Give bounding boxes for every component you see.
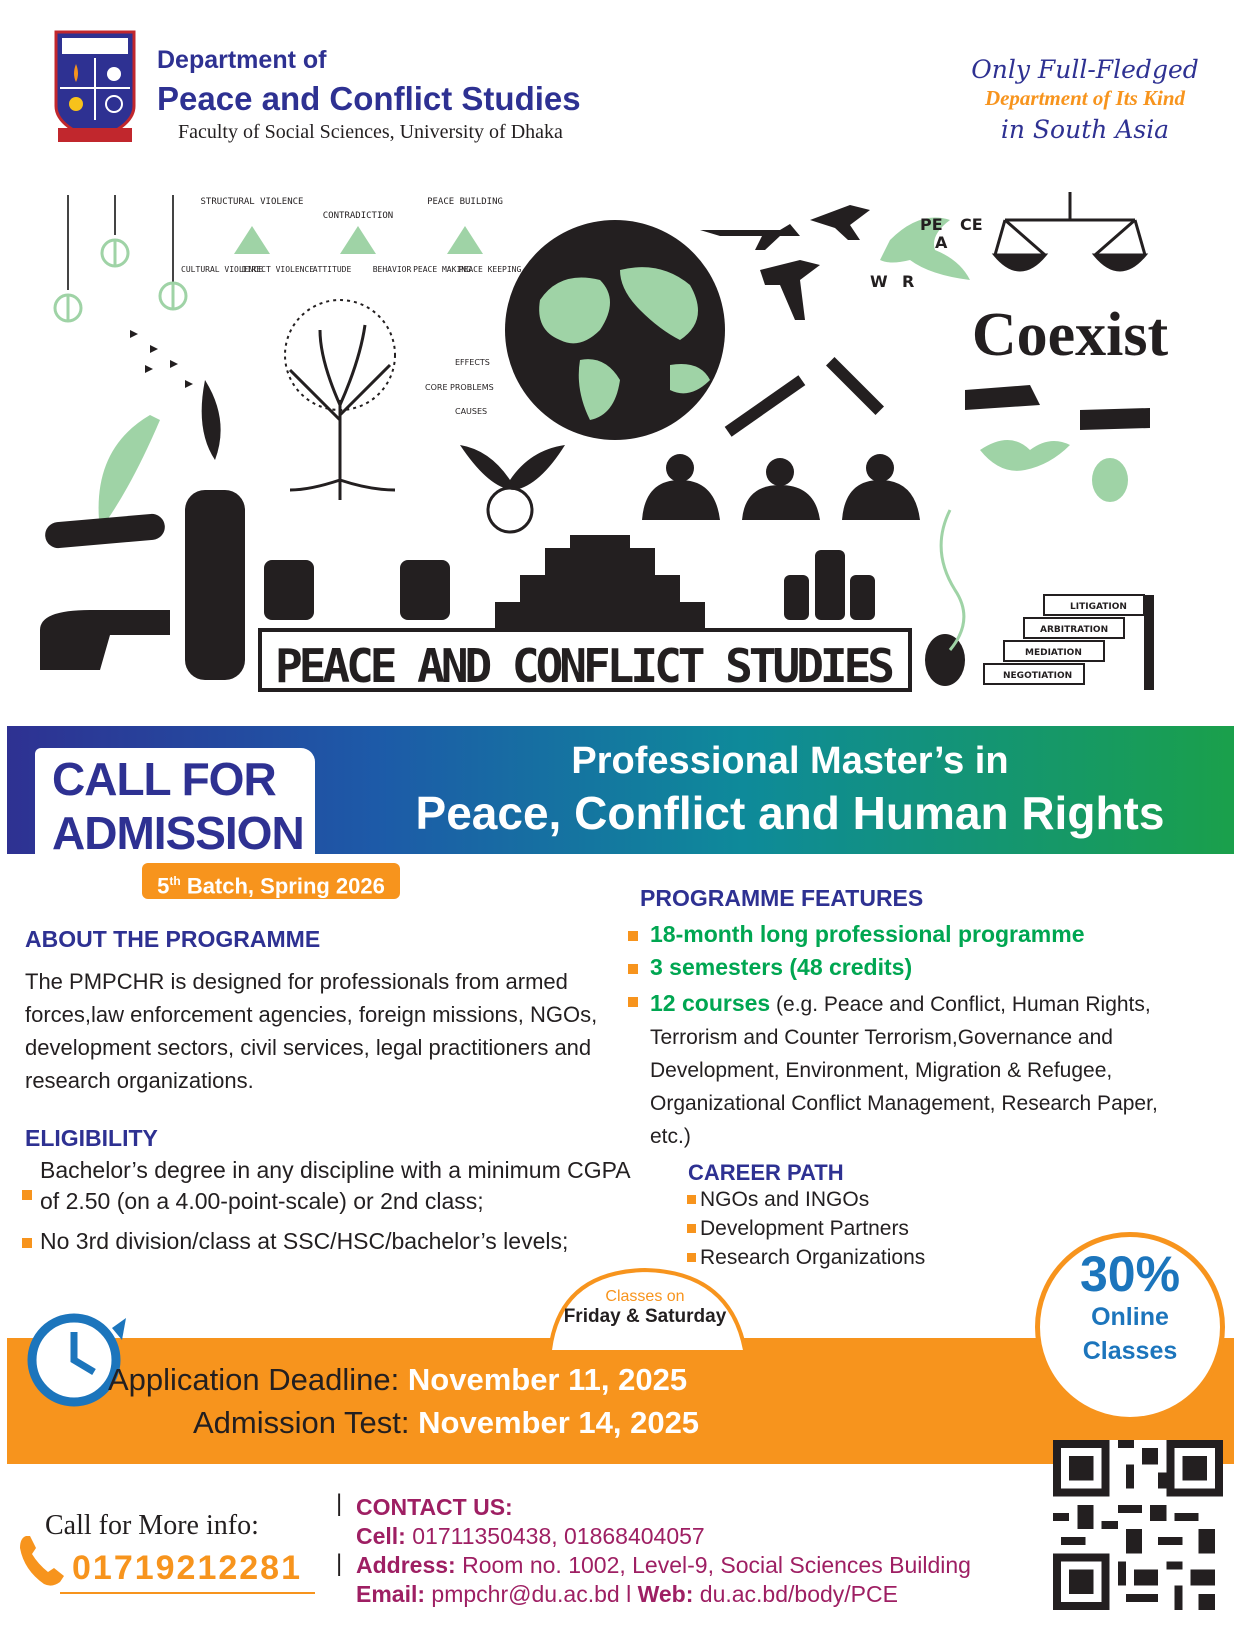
dove-icon: [460, 445, 565, 490]
divider: |: [336, 1490, 343, 1517]
triangle-label: PEACE KEEPING: [458, 265, 522, 274]
contact-email-web: Email: pmpchr@du.ac.bd l Web: du.ac.bd/body/PCE: [356, 1581, 898, 1607]
peace-sign-icon: [55, 240, 186, 321]
feature-item: 3 semesters (48 credits): [650, 954, 913, 980]
tree-label: EFFECTS: [455, 358, 490, 367]
knotted-gun-icon: [40, 610, 170, 670]
bomb-icon: [185, 490, 245, 680]
conflict-resolution-steps: [984, 595, 1154, 690]
career-item: Development Partners: [700, 1217, 909, 1240]
war-letters: W: [870, 272, 888, 291]
divider: |: [336, 1550, 343, 1577]
feature-item: 12 courses (e.g. Peace and Conflict, Human Rights, Terrorism and Counter Terrorism,Governance and Development, Environment, Migration & Refugee, Organizational Conflict Management, Research Paper, etc.): [650, 990, 1158, 1148]
call-info-label: Call for More info:: [45, 1510, 259, 1541]
call-for-line: CALL FOR: [52, 753, 276, 805]
department-label: Department of: [157, 46, 327, 74]
grenade-icon: [1092, 458, 1128, 502]
call-underline: [60, 1592, 315, 1594]
department-name: Peace and Conflict Studies: [157, 80, 581, 117]
faculty-name: Faculty of Social Sciences, University of Dhaka: [178, 121, 563, 143]
contact-address: Address: Room no. 1002, Level-9, Social Sciences Building: [356, 1552, 971, 1578]
bullet-icon: [22, 1190, 32, 1200]
programme-subtitle: Professional Master’s in: [571, 740, 1009, 782]
quill-icon: [99, 415, 160, 530]
bullet-icon: [628, 964, 638, 974]
triangle-label: ATTITUDE: [312, 265, 352, 274]
fighter-jet-icon: [700, 205, 870, 320]
peace-letters: CE: [960, 215, 983, 234]
birds-icon: [130, 330, 193, 388]
class-days: Friday & Saturday: [563, 1306, 727, 1327]
contact-cell: Cell: 01711350438, 01868404057: [356, 1523, 705, 1549]
about-heading: ABOUT THE PROGRAMME: [25, 926, 321, 952]
dove-icon: [980, 440, 1070, 471]
classes-on-label: Classes on: [605, 1288, 685, 1305]
bullet-icon: [628, 997, 638, 1007]
triangle-label: BEHAVIOR: [372, 265, 412, 274]
puppet-hand-icon: [965, 385, 1150, 430]
triangle-label: PEACE MAKING: [413, 265, 471, 274]
triangle-label: DIRECT VIOLENCE: [241, 265, 315, 274]
peace-letters: A: [935, 233, 948, 252]
eligibility-item: No 3rd division/class at SSC/HSC/bachelor’s levels;: [40, 1228, 569, 1254]
step-label: MEDIATION: [1025, 648, 1082, 658]
about-text: The PMPCHR is designed for professionals from armed forces,law enforcement agencies, foreign missions, NGOs, development sectors, civil services, legal practitioners and research organizations.: [25, 969, 598, 1093]
war-letters: R: [902, 272, 915, 291]
vine-icon: [941, 510, 964, 650]
tree-icon: [290, 325, 395, 500]
triangle-label: CULTURAL VIOLENCE: [181, 265, 263, 274]
batch-badge: 5th Batch, Spring 2026: [142, 863, 400, 899]
email-link[interactable]: pmpchr@du.ac.bd l: [425, 1581, 638, 1607]
tagline-1: Only Full-Fledged: [971, 55, 1199, 84]
online-classes-label: Classes: [1082, 1337, 1178, 1365]
admission-line: ADMISSION: [52, 807, 304, 859]
tree-label: CORE PROBLEMS: [425, 383, 494, 392]
tagline-3: in South Asia: [1000, 115, 1170, 144]
tree-label: CAUSES: [455, 407, 488, 416]
online-label: Online: [1091, 1303, 1169, 1331]
eligibility-heading: ELIGIBILITY: [25, 1125, 158, 1151]
qr-code-icon[interactable]: [1053, 1440, 1223, 1610]
bullet-icon: [44, 513, 166, 549]
triangle-title: PEACE BUILDING: [427, 197, 503, 207]
bullet-icon: [687, 1195, 696, 1204]
triangle-title: CONTRADICTION: [322, 211, 394, 221]
bullet-icon: [628, 931, 638, 941]
bullet-icon: [687, 1253, 696, 1262]
bullet-icon: [687, 1224, 696, 1233]
admission-test: Admission Test: November 14, 2025: [193, 1405, 700, 1440]
tagline-2: Department of Its Kind: [984, 86, 1186, 110]
globe-icon: [505, 220, 725, 440]
online-percent: 30%: [1079, 1246, 1181, 1302]
step-label: ARBITRATION: [1040, 625, 1109, 635]
career-item: NGOs and INGOs: [700, 1188, 870, 1211]
university-logo: [52, 28, 138, 146]
phone-icon: [18, 1530, 68, 1590]
step-label: LITIGATION: [1070, 602, 1127, 612]
triangle-title: STRUCTURAL VIOLENCE: [200, 197, 304, 207]
grenade-icon: [925, 634, 965, 686]
peace-conflict-illustration: [20, 190, 1220, 725]
career-heading: CAREER PATH: [688, 1160, 844, 1185]
application-deadline: Application Deadline: November 11, 2025: [108, 1362, 688, 1397]
stairs-icon: [480, 535, 720, 640]
leaders-icon: [642, 454, 920, 520]
eligibility-item: Bachelor’s degree in any discipline with a minimum CGPA of 2.50 (on a 4.00-point-scale) or 2nd class;: [40, 1157, 630, 1214]
contact-heading: CONTACT US:: [356, 1494, 513, 1520]
bullet-icon: [22, 1238, 32, 1248]
career-item: Research Organizations: [700, 1246, 926, 1269]
pcs-title-band: PEACE AND CONFLICT STUDIES: [275, 639, 895, 693]
features-heading: PROGRAMME FEATURES: [640, 885, 924, 911]
web-link[interactable]: du.ac.bd/body/PCE: [693, 1581, 898, 1607]
rifles-icon: [725, 357, 884, 437]
feather-icon: [202, 380, 221, 460]
call-number[interactable]: 01719212281: [72, 1549, 303, 1587]
justice-scales-icon: [995, 192, 1145, 270]
peace-letters: PE: [920, 215, 943, 234]
step-label: NEGOTIATION: [1003, 671, 1073, 681]
feature-item: 18-month long professional programme: [650, 921, 1085, 947]
coexist-text: Coexist: [971, 301, 1169, 369]
programme-title: Peace, Conflict and Human Rights: [415, 787, 1165, 839]
